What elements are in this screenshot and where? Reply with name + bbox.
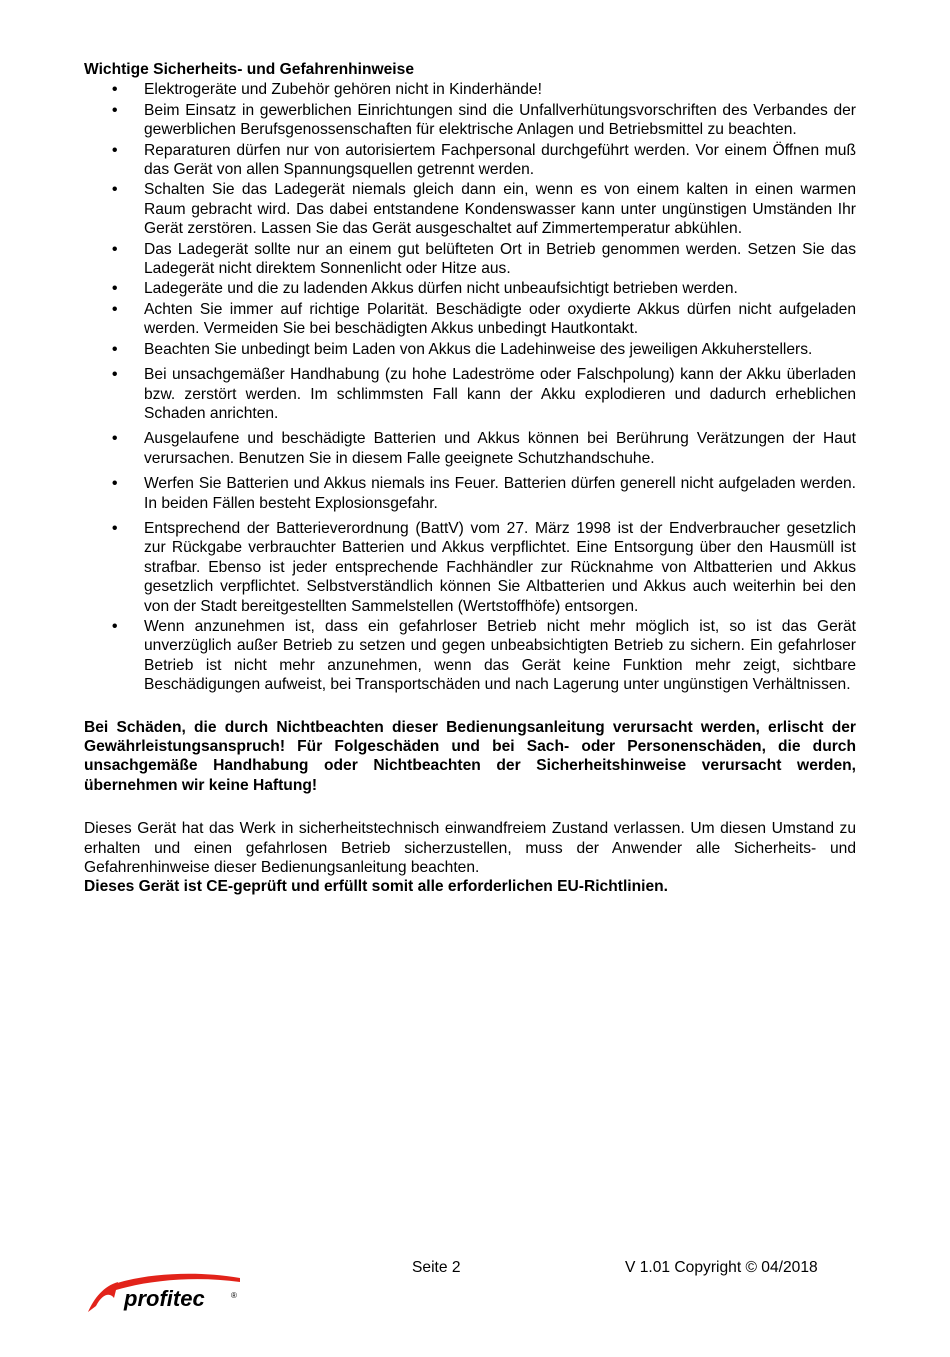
list-item-text: Ausgelaufene und beschädigte Batterien und Akkus können bei Berührung Verätzungen der Haut verursachen. Benutzen Sie in diesem Falle geeignete Schutzhandschuhe. <box>144 430 856 467</box>
bullet-icon: • <box>112 181 118 199</box>
bullet-icon: • <box>112 475 118 493</box>
list-item-text: Reparaturen dürfen nur von autorisiertem Fachpersonal durchgeführt werden. Vor einem Öffnen muß das Gerät von allen Spannungsquellen getrennt werden. <box>144 141 856 179</box>
logo-wordmark: profitec <box>124 1286 205 1311</box>
list-item <box>84 101 856 140</box>
list-item-text: Entsprechend der Batterieverordnung (BattV) vom 27. März 1998 ist der Endverbraucher gesetzlich zur Rückgabe verbrauchter Batterien und Akkus verpflichtet. Eine Entsorgung über den Hausmüll ist strafbar. Ebenso ist jeder entsprechende Fachhändler zur Rücknahme von Altbatterien und Akkus gesetzlich verpflichtet. Selbstverständlich können Sie Altbatterien und Akkus auch weiterhin bei den von der Stadt bereitgestellten Sammelstellen (Wertstoffhöfe) entsorgen. <box>144 519 856 615</box>
list-item-text: Werfen Sie Batterien und Akkus niemals ins Feuer. Batterien dürfen generell nicht aufgeladen werden. In beiden Fällen besteht Explosionsgefahr. <box>144 475 856 512</box>
conformity-text: Dieses Gerät hat das Werk in sicherheitstechnisch einwandfreiem Zustand verlassen. Um diesen Umstand zu erhalten und einen gefahrlosen Betrieb sicherzustellen, muss der Anwender alle Sicherheits- und Gefahrenhinweise dieser Bedienungsanleitung beachten. <box>84 820 856 877</box>
list-item <box>84 365 856 423</box>
list-item <box>84 180 856 238</box>
list-item <box>84 519 856 616</box>
bullet-icon: • <box>112 340 118 358</box>
list-item-text: Beachten Sie unbedingt beim Laden von Akkus die Ladehinweise des jeweiligen Akkuherstellers. <box>144 340 813 358</box>
list-item <box>84 279 856 298</box>
list-item <box>84 80 856 99</box>
ce-statement: Dieses Gerät ist CE-geprüft und erfüllt somit alle erforderlichen EU-Richtlinien. <box>84 878 669 896</box>
bullet-icon: • <box>112 617 118 635</box>
list-item <box>84 240 856 279</box>
logo-registered-mark: ® <box>231 1291 237 1300</box>
bullet-icon: • <box>112 101 118 119</box>
list-item-text: Achten Sie immer auf richtige Polarität. Beschädigte oder oxydierte Akkus dürfen nicht aufgeladen werden. Vermeiden Sie bei beschädigten Akkus unbedingt Hautkontakt. <box>144 300 856 338</box>
list-item-text: Schalten Sie das Ladegerät niemals gleich dann ein, wenn es von einem kalten in einen warmen Raum gebracht wird. Das dabei entstandene Kondenswasser kann unter ungünstigen Umständen Ihr Gerät zerstören. Lassen Sie das Gerät ausgeschaltet auf Zimmertemperatur abkühlen. <box>144 181 856 238</box>
version-copyright: V 1.01 Copyright © 04/2018 <box>625 1259 818 1276</box>
section-title: Wichtige Sicherheits- und Gefahrenhinweise <box>84 61 414 78</box>
bullet-icon: • <box>112 519 118 537</box>
list-item-text: Beim Einsatz in gewerblichen Einrichtungen sind die Unfallverhütungsvorschriften des Verbandes der gewerblichen Berufsgenossenschaften für elektrische Anlagen und Betriebsmittel zu beachten. <box>144 101 856 139</box>
list-item-text: Wenn anzunehmen ist, dass ein gefahrloser Betrieb nicht mehr möglich ist, so ist das Gerät unverzüglich außer Betrieb zu setzen und gegen unbeabsichtigten Betrieb zu sichern. Ein gefahrloser Betrieb ist nicht mehr anzunehmen, wenn das Gerät keine Funktion mehr zeigt, sichtbare Beschädigungen aufweist, bei Transportschäden und nach Lagerung unter ungünstigen Verhältnissen. <box>144 617 856 694</box>
list-item-text: Das Ladegerät sollte nur an einem gut belüfteten Ort in Betrieb genommen werden. Setzen Sie das Ladegerät nicht direktem Sonnenlicht oder Hitze aus. <box>144 240 856 278</box>
page-number: Seite 2 <box>412 1259 461 1276</box>
list-item-text: Elektrogeräte und Zubehör gehören nicht in Kinderhände! <box>144 81 542 99</box>
profitec-logo <box>84 1268 244 1318</box>
page-content <box>84 60 856 897</box>
logo-swoosh <box>88 1282 118 1312</box>
list-item <box>84 429 856 468</box>
warranty-notice: Bei Schäden, die durch Nichtbeachten dieser Bedienungsanleitung verursacht werden, erlischt der Gewährleistungsanspruch! Für Folgeschäden und bei Sach- oder Personenschäden, die durch unsachgemäße Handhabung oder Nichtbeachten der Sicherheitshinweise verursacht werden, übernehmen wir keine Haftung! <box>84 718 856 794</box>
list-item <box>84 141 856 180</box>
bullet-icon: • <box>112 430 118 448</box>
safety-hints-list <box>84 80 856 694</box>
bullet-icon: • <box>112 280 118 298</box>
list-item <box>84 617 856 695</box>
list-item-text: Ladegeräte und die zu ladenden Akkus dürfen nicht unbeaufsichtigt betrieben werden. <box>144 280 738 298</box>
bullet-icon: • <box>112 366 118 384</box>
bullet-icon: • <box>112 240 118 258</box>
list-item <box>84 300 856 339</box>
bullet-icon: • <box>112 300 118 318</box>
list-item-text: Bei unsachgemäßer Handhabung (zu hohe Ladeströme oder Falschpolung) kann der Akku überladen bzw. zerstört werden. Im schlimmsten Fall kann der Akku explodieren und dadurch erheblichen Schaden anrichten. <box>144 366 856 422</box>
list-item <box>84 474 856 513</box>
list-item <box>84 340 856 359</box>
bullet-icon: • <box>112 141 118 159</box>
bullet-icon: • <box>112 81 118 99</box>
